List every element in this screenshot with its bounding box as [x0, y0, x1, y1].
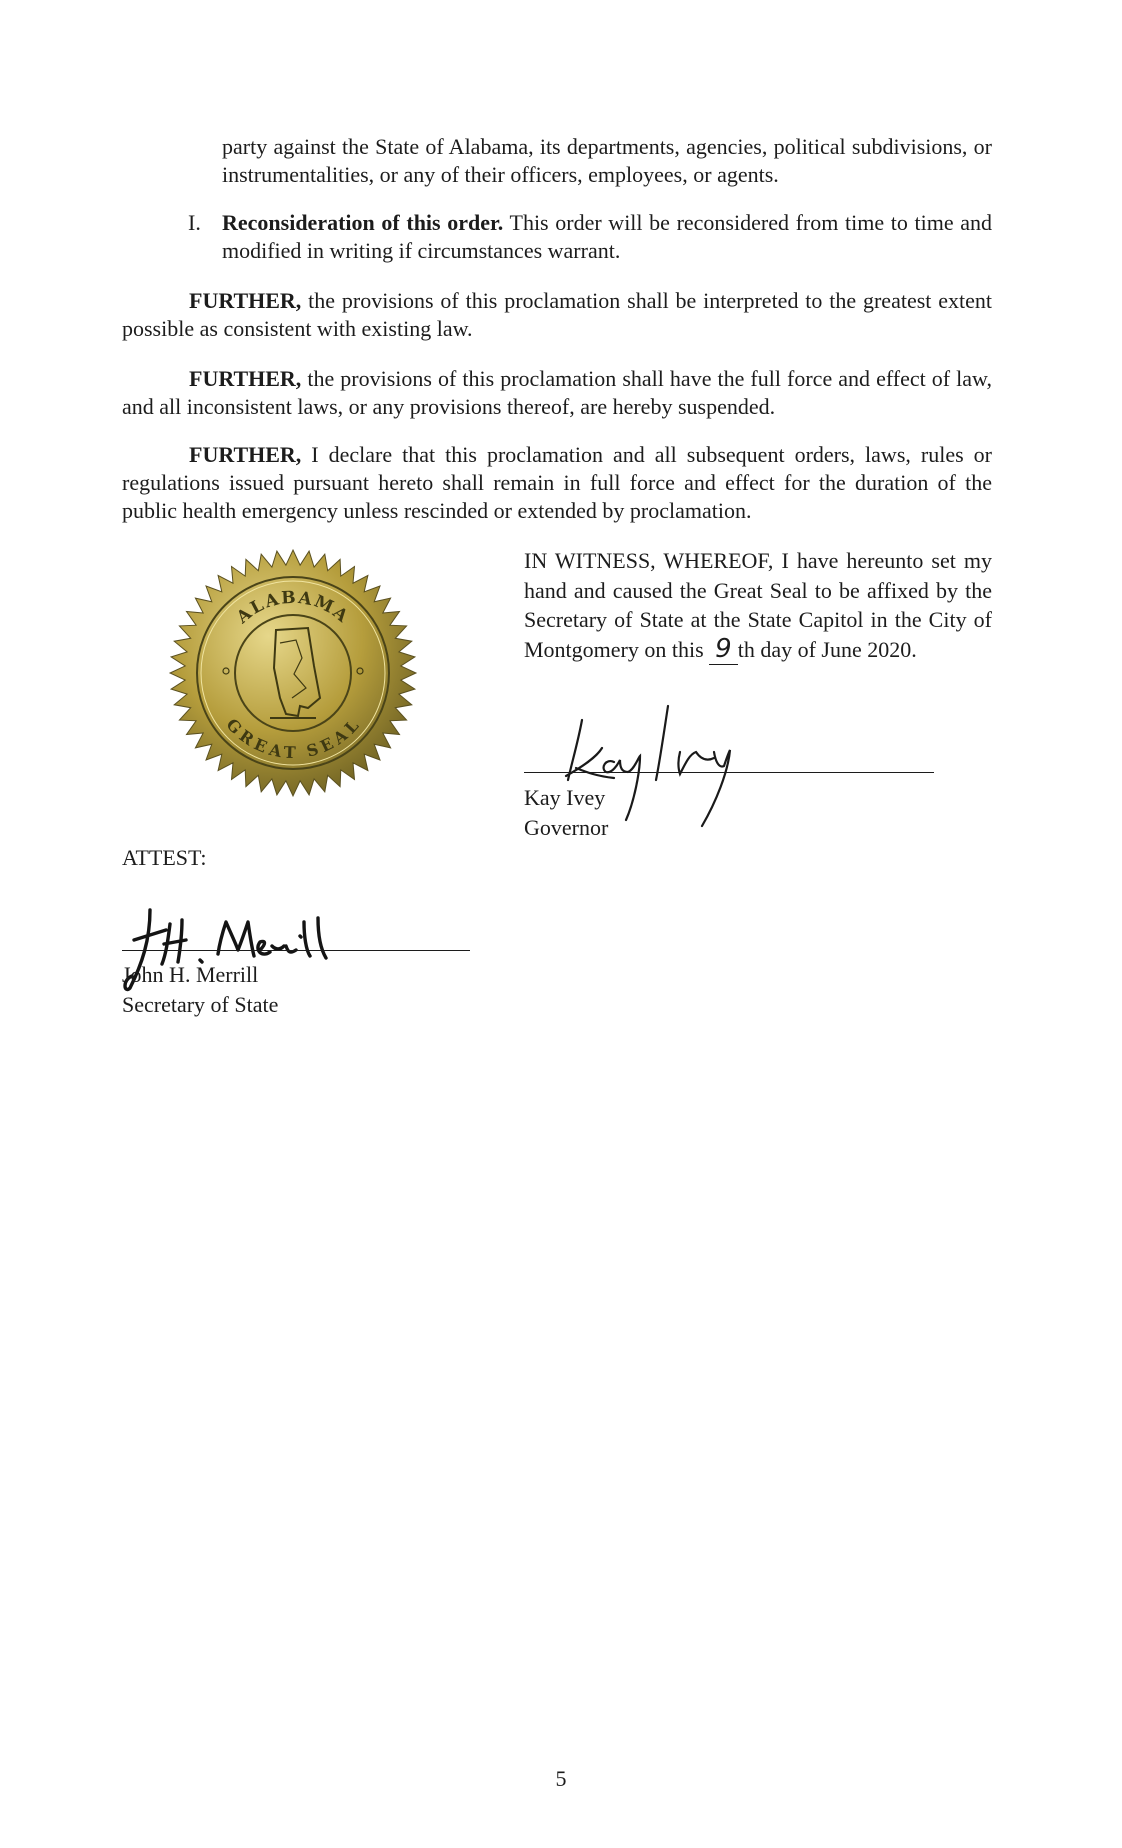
witness-text-start: IN WITNESS, WHEREOF, I have hereunto set my hand and caused the Great Seal to be affixed by the Secretary of State at the State Capitol in the City of Montgomery on this [524, 548, 992, 662]
item-i-heading: Reconsideration of this order. [222, 210, 504, 235]
item-i-text: This order will be reconsidered from time to time and modified in writing if circumstances warrant. [222, 210, 992, 263]
secretary-name: John H. Merrill [122, 962, 259, 987]
attest-label: ATTEST: [122, 845, 207, 870]
further-paragraph-2 [122, 365, 992, 421]
further-text: the provisions of this proclamation shall have the full force and effect of law, and all inconsistent laws, or any provisions thereof, are hereby suspended. [122, 366, 992, 419]
page-number: 5 [555, 1766, 567, 1791]
governor-signature [556, 702, 756, 832]
governor-name: Kay Ivey [524, 785, 606, 810]
continued-paragraph: party against the State of Alabama, its departments, agencies, political subdivisions, or instrumentalities, or any of their officers, employees, or agents. [222, 134, 992, 187]
governor-signature-line [524, 772, 934, 773]
witness-paragraph [524, 546, 992, 664]
further-text: I declare that this proclamation and all subsequent orders, laws, rules or regulations issued pursuant hereto shall remain in full force and effect for the duration of the public health emergency unless rescinded or extended by proclamation. [122, 442, 992, 523]
witness-text-end: th day of June 2020. [737, 636, 917, 662]
order-item-i [188, 209, 994, 265]
secretary-title: Secretary of State [122, 992, 279, 1017]
seal-bottom-text: GREAT SEAL [222, 714, 364, 763]
further-text: the provisions of this proclamation shall be interpreted to the greatest extent possible as consistent with existing law. [122, 288, 992, 341]
seal-top-text: ALABAMA [232, 587, 354, 628]
item-i-body [222, 209, 992, 265]
secretary-signature-line [122, 950, 470, 951]
witness-day: 9 [709, 634, 738, 665]
further-lead: FURTHER, [189, 366, 302, 391]
governor-title: Governor [524, 815, 609, 840]
great-seal-icon [168, 548, 418, 798]
item-marker: I. [188, 210, 201, 235]
further-paragraph-3 [122, 441, 992, 525]
further-paragraph-1 [122, 287, 992, 343]
further-lead: FURTHER, [189, 288, 302, 313]
further-lead: FURTHER, [189, 442, 302, 467]
